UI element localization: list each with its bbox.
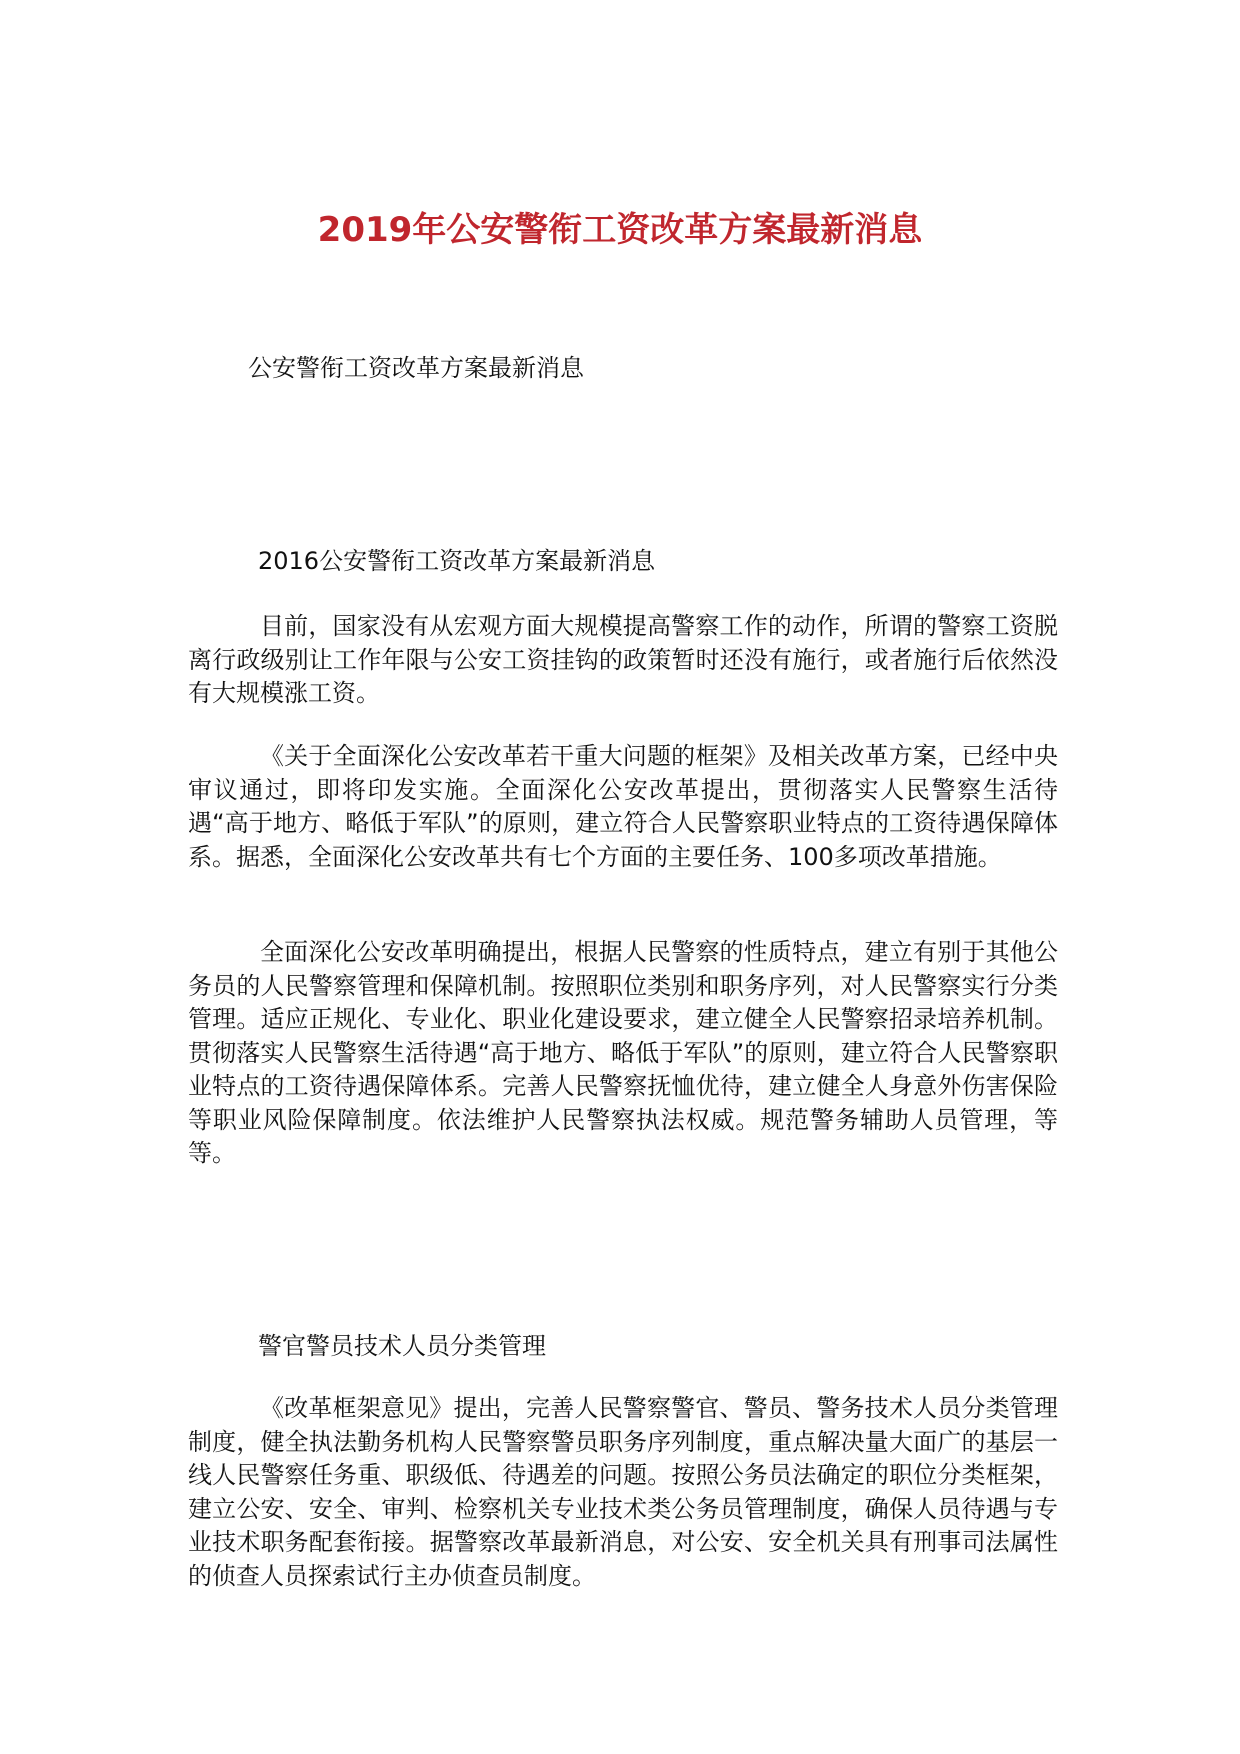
paragraph-reform-framework: 《关于全面深化公安改革若干重大问题的框架》及相关改革方案，已经中央审议通过，即将印发实施。全面深化公安改革提出，贯彻落实人民警察生活待遇“高于地方、略低于军队”的原则，建立符合人民警察职业特点的工资待遇保障体系。据悉，全面深化公安改革共有七个方面的主要任务、100多项改革措施。 [188, 742, 1058, 871]
subheading-classification-management: 警官警员技术人员分类管理 [258, 1332, 546, 1360]
subheading-reform-plan: 公安警衔工资改革方案最新消息 [248, 354, 584, 382]
paragraph-classification-details: 《改革框架意见》提出，完善人民警察警官、警员、警务技术人员分类管理制度，健全执法勤务机构人民警察警员职务序列制度，重点解决量大面广的基层一线人民警察任务重、职级低、待遇差的问题。按照公务员法确定的职位分类框架，建立公安、安全、审判、检察机关专业技术类公务员管理制度，确保人员待遇与专业技术职务配套衔接。据警察改革最新消息，对公安、安全机关具有刑事司法属性的侦查人员探索试行主办侦查员制度。 [188, 1394, 1058, 1590]
subheading-2016-reform-plan: 2016公安警衔工资改革方案最新消息 [258, 547, 656, 575]
paragraph-current-status: 目前，国家没有从宏观方面大规模提高警察工作的动作，所谓的警察工资脱离行政级别让工作年限与公安工资挂钩的政策暂时还没有施行，或者施行后依然没有大规模涨工资。 [188, 612, 1058, 707]
paragraph-management-mechanism: 全面深化公安改革明确提出，根据人民警察的性质特点，建立有别于其他公务员的人民警察管理和保障机制。按照职位类别和职务序列，对人民警察实行分类管理。适应正规化、专业化、职业化建设要求，建立健全人民警察招录培养机制。贯彻落实人民警察生活待遇“高于地方、略低于军队”的原则，建立符合人民警察职业特点的工资待遇保障体系。完善人民警察抚恤优待，建立健全人身意外伤害保险等职业风险保障制度。依法维护人民警察执法权威。规范警务辅助人员管理，等等。 [188, 938, 1058, 1167]
document-title: 2019年公安警衔工资改革方案最新消息 [317, 210, 923, 250]
